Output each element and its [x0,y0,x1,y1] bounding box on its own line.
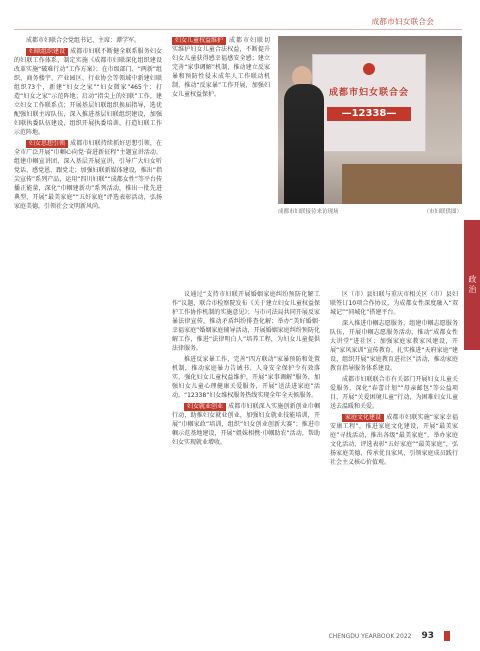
article-column-1 [14,36,162,213]
hotline-photo [278,36,462,204]
section-header-title: 成都市妇女联合会 [371,17,434,26]
article-column-2 [172,290,320,449]
page-footer [329,631,450,641]
thought-guidance-text: 成都市妇联持续抓好思想引领，在全市广泛开展“巾帼心向党·奋进新征程”主题宣讲活动，组建巾帼宣讲团，深入基层开展宣讲，引导广大妇女听党话、感党恩、跟党走；加强妇联新媒体建设，推出“指尖宣传”系列产品，运用“四川妇联”“成都女性”等平台传播正能量，深化“巾帼建新功”系列活动，推出一批先进典型，开展“最美家庭”“五好家庭”评选表彰活动，弘扬家庭美德，引领社会文明新风尚。 [14,140,162,210]
employment-paragraph [172,402,320,447]
dispute-resolution-paragraph: 议通过“支持市妇联开展婚姻家庭纠纷预防化解工作”议题，联合市检察院发布《关于建立妇女儿童权益保护工作协作机制的实施意见》；与市司法局共同开展反家暴法律宣传，推动矛盾纠纷排查化解；举办“美好婚姻·幸福家庭”婚姻家庭辅导活动，开展婚姻家庭纠纷预防化解工作，推进“法律明白人”培养工程，为妇女儿童提供法律服务。 [172,291,320,352]
person-figure [284,84,324,204]
children-rights-paragraph [172,36,270,99]
children-rights-tag: 妇女儿童权益维护 [172,37,226,45]
anti-domestic-violence-paragraph: 推进反家暴工作，完善“四方联动”家暴预防和处置机制，推动家庭暴力告诫书、人身安全保护令有效落实，强化妇女儿童权益维护，开展“家事调解”服务，加强妇女儿童心理健康关爱服务，开展“送法进家庭”活动，“12338”妇女维权服务热线实现全年全天候服务。 [172,356,320,399]
sign-hotline-number: —12338— [327,107,411,121]
article-column-3 [330,290,458,469]
federation-logo-icon [363,63,375,75]
journal-name: CHENGDU YEARBOOK 2022 [328,632,412,640]
org-building-text: 成都市妇联不断健全联系服务妇女的妇联工作体系，制定实施《成都市妇联深化组织建设改革实施“破难行动”工作方案》；在市级部门、“两新”组织、商务楼宇、产业园区、行业协会等领域中新建妇联组织73个，新建“妇女之家”“妇女微家”465个；打造“妇女之家”示范阵地；启动“指尖上的妇联”工作，建立妇女工作联系点；开展基层妇联组织换届指导，选优配强妇联主席队伍，深入推进基层妇联组织建设，加强妇联执委队伍建设，组织开展执委培训，打造妇联工作示范阵地。 [14,48,162,136]
sign-title: 成都市妇女联合会 [328,88,409,98]
footer-accent-bar [444,631,450,641]
family-culture-tag: 家庭文化建设 [342,414,384,422]
children-rights-text: 成都市妇联切实维护妇女儿童合法权益，不断提升妇女儿童获得感幸福感安全感；建立完善“家事调解”机制，推动建立反家暴和预防性侵未成年人工作联动机制，推动“反家暴”工作开展，加强妇女儿童权益保护。 [172,37,270,98]
photo-credit: （市妇联供图） [423,209,462,215]
thought-guidance-paragraph [14,139,162,211]
thought-guidance-tag: 妇女思想引领 [26,140,68,148]
org-building-tag: 妇联组织建设 [26,48,68,56]
page-number: 93 [421,631,434,641]
photo-caption-text: 成都市妇联接待来访现场 [278,209,339,215]
employment-tag: 妇女就业创业 [184,403,226,411]
reception-desk [342,164,462,204]
photo-caption [278,207,462,215]
family-culture-paragraph [330,413,458,467]
leadership-paragraph: 成都市妇联合会党组书记、主席：谭学军。 [26,37,141,44]
family-culture-text: 成都市妇联实施“家家幸福安康工程”，推进家庭文化建设，开展“最美家庭”寻找活动，推出各级“最美家庭”，举办家庭文化活动，评选表彰“五好家庭”“最美家庭”，弘扬家庭美德，传承优良家风，引领家庭成员践行社会主义核心价值观。 [330,414,458,466]
org-building-paragraph [14,47,162,137]
care-service-paragraph: 成都市妇联联合市有关部门开展妇女儿童关爱服务，深化“春蕾计划”“母亲邮包”等公益项目，开展“关爱困境儿童”行动，为困难妇女儿童送去温暖和关爱。 [330,376,458,410]
volunteer-paragraph: 深入推进巾帼志愿服务，组建巾帼志愿服务队伍，开展巾帼志愿服务活动，推动“成都女性大讲堂”进社区；加强家庭家教家风建设，开展“家风家训”宣传教育，扎实推进“天府家庭”建设，组织开展“家庭教育进社区”活动，推动家庭教育指导服务体系建设。 [330,320,458,372]
header-divider [14,29,462,30]
cooperation-paragraph: 区（市）县妇联与重庆市相关区（市）县妇联签订10项合作协议，为成都女性深度融入“双城记”“同城化”搭建平台。 [330,291,458,316]
hotline-sign [312,54,426,152]
chapter-side-tab[interactable]: 政治 [464,220,480,350]
employment-text: 成都市妇联深入实施创新创业巾帼行动，助推妇女就业创业，加强妇女就业技能培训，开展“巾帼家政”培训，组织“妇女创业创新大赛”；推进巾帼示范基地建设，开展“姐妹相携·巾帼助农”活动，帮助妇女实现就业增收。 [172,403,320,446]
rights-protection-intro [172,36,270,99]
